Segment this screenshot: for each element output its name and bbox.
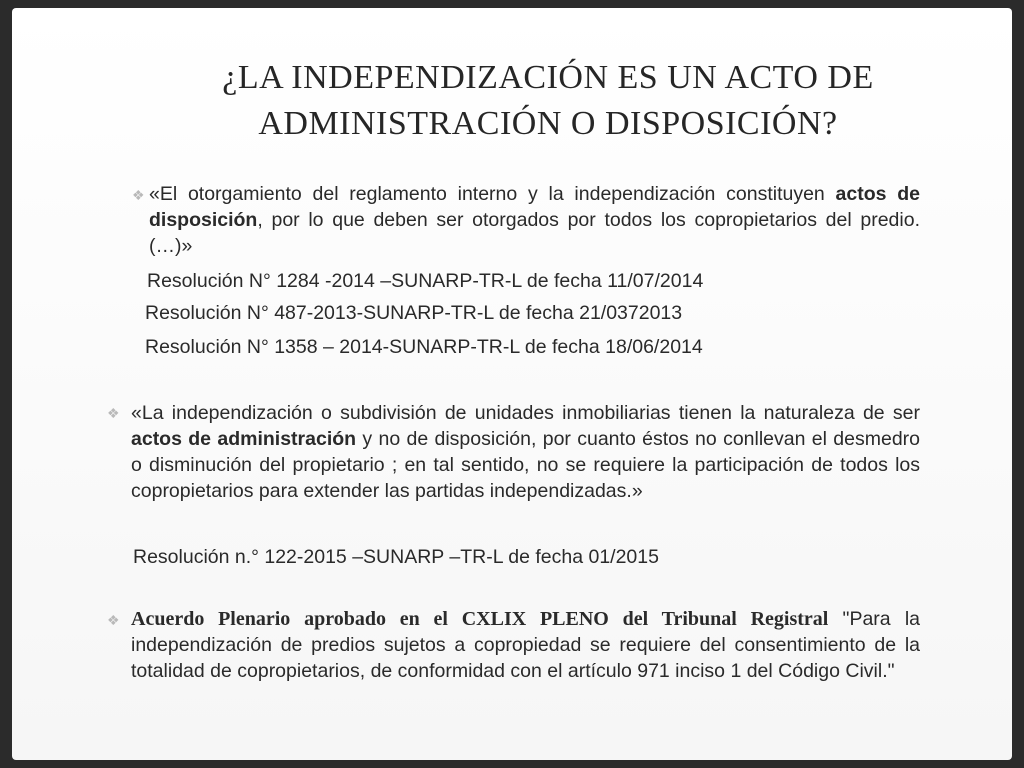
resolution-4: Resolución n.° 122-2015 –SUNARP –TR-L de fecha 01/2015 (133, 546, 659, 568)
quote-2-text-b: y no de disposición, por cuanto éstos no conllevan el desmedro o disminución del propietario ; en tal sentido, no se requiere la participación de todos los copropietarios para extender las partidas independizadas.» (131, 428, 921, 502)
quote-2-text-a: «La independización o subdivisión de unidades inmobiliarias tienen la naturaleza de ser (131, 402, 920, 424)
acuerdo-text: "Para la independización de predios sujetos a copropiedad se requiere del consentimiento de la totalidad de copropietarios, de conformidad con el artículo 971 inciso 1 del Código Civil." (131, 608, 921, 682)
quote-2-bold: actos de administración (131, 428, 357, 450)
diamond-bullet-icon: ❖ (107, 405, 120, 421)
acuerdo-plenario (131, 606, 920, 684)
resolution-3: Resolución N° 1358 – 2014-SUNARP-TR-L de fecha 18/06/2014 (145, 336, 703, 358)
acuerdo-bold: Acuerdo Plenario aprobado en el CXLIX PLENO del Tribunal Registral (131, 608, 829, 630)
quote-1-text-b: , por lo que deben ser otorgados por todos los copropietarios del predio.(…)» (149, 209, 920, 257)
quote-disposicion (149, 181, 920, 259)
resolution-2: Resolución N° 487-2013-SUNARP-TR-L de fecha 21/0372013 (145, 302, 683, 324)
title-line-2: ADMINISTRACIÓN O DISPOSICIÓN? (258, 105, 838, 142)
resolution-1: Resolución N° 1284 -2014 –SUNARP-TR-L de fecha 11/07/2014 (147, 270, 704, 292)
quote-1-text-a: «El otorgamiento del reglamento interno y la independización constituyen (149, 183, 836, 205)
diamond-bullet-icon: ❖ (132, 187, 145, 203)
quote-1-bold: actos de disposición (149, 183, 921, 231)
diamond-bullet-icon: ❖ (107, 612, 120, 628)
quote-administracion (131, 400, 920, 504)
title-line-1: ¿LA INDEPENDIZACIÓN ES UN ACTO DE (222, 59, 874, 96)
slide-title (168, 55, 928, 147)
